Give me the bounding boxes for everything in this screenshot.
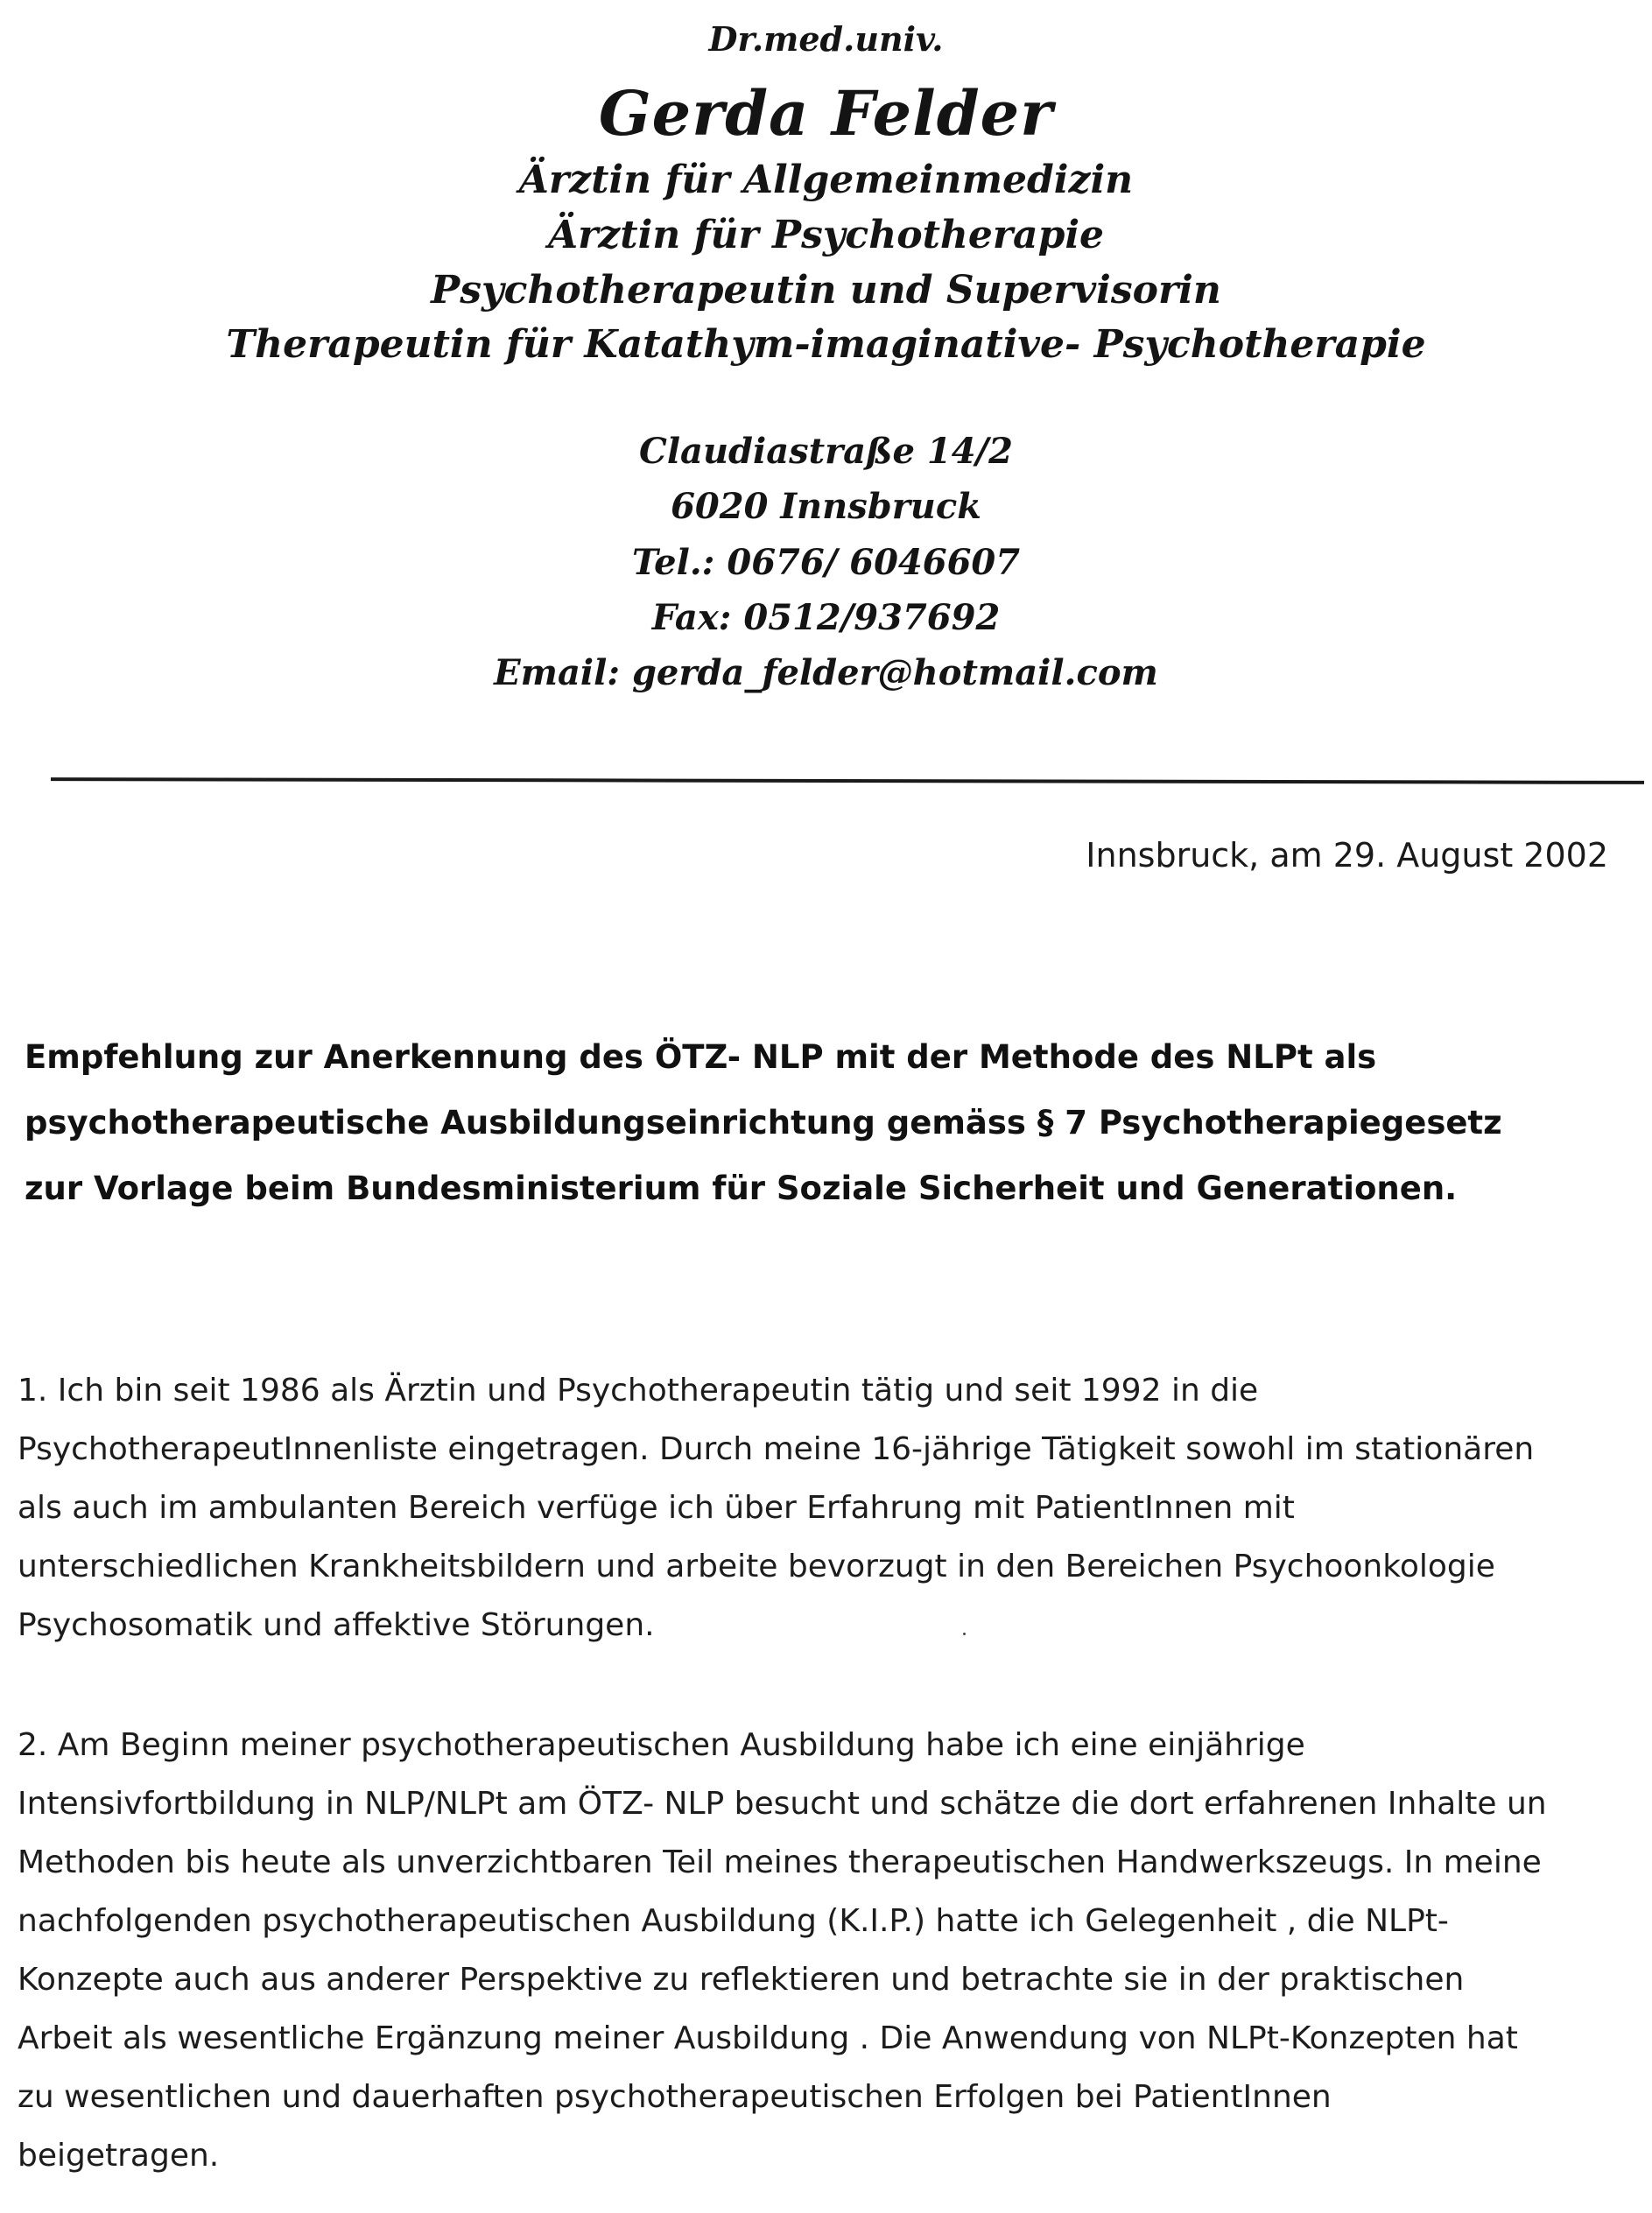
- paragraph-line: nachfolgenden psychotherapeutischen Ausbildung (K.I.P.) hatte ich Gelegenheit , die NLPt-: [18, 1903, 1449, 1939]
- header-divider: [51, 777, 1644, 784]
- title-line-4: Therapeutin für Katathym-imaginative- Psychotherapie: [226, 322, 1426, 367]
- subject-heading: [25, 1024, 1644, 1221]
- paragraph-line: 1. Ich bin seit 1986 als Ärztin und Psychotherapeutin tätig und seit 1992 in die: [18, 1373, 1259, 1409]
- letter-date: Innsbruck, am 29. August 2002: [1086, 836, 1608, 875]
- paragraph-line: als auch im ambulanten Bereich verfüge ich über Erfahrung mit PatientInnen mit: [18, 1490, 1295, 1526]
- paragraph-line: Psychosomatik und affektive Störungen.: [18, 1607, 655, 1643]
- academic-degree: Dr.med.univ.: [708, 19, 944, 59]
- title-line-3: Psychotherapeutin und Supervisorin: [431, 268, 1221, 313]
- paragraph-line: Konzepte auch aus anderer Perspektive zu reflektieren und betrachte sie in der praktischen: [18, 1962, 1465, 1998]
- paragraph-line: 2. Am Beginn meiner psychotherapeutischen Ausbildung habe ich eine einjährige: [18, 1727, 1305, 1763]
- paragraph-line: Arbeit als wesentliche Ergänzung meiner Ausbildung . Die Anwendung von NLPt-Konzepten hat: [18, 2020, 1518, 2056]
- subject-line: psychotherapeutische Ausbildungseinrichtung gemäss § 7 Psychotherapiegesetz: [25, 1104, 1502, 1142]
- paragraph-line: beigetragen.: [18, 2138, 220, 2174]
- paragraph-line: zu wesentlichen und dauerhaften psychotherapeutischen Erfolgen bei PatientInnen: [18, 2079, 1332, 2115]
- address-city: 6020 Innsbruck: [671, 486, 981, 527]
- fax-number: Fax: 0512/937692: [651, 597, 1001, 638]
- subject-line: zur Vorlage beim Bundesministerium für Soziale Sicherheit und Generationen.: [25, 1170, 1458, 1207]
- paragraph-line: Methoden bis heute als unverzichtbaren Teil meines therapeutischen Handwerkszeugs. In meine: [18, 1844, 1542, 1880]
- paragraph-1: [18, 1361, 1646, 1654]
- title-line-2: Ärztin für Psychotherapie: [547, 213, 1105, 257]
- paragraph-line: PsychotherapeutInnenliste eingetragen. Durch meine 16-jährige Tätigkeit sowohl im stationären: [18, 1431, 1535, 1467]
- address-street: Claudiastraße 14/2: [639, 431, 1013, 472]
- title-line-1: Ärztin für Allgemeinmedizin: [518, 158, 1134, 202]
- author-name: Gerda Felder: [598, 77, 1054, 150]
- scan-speck: [963, 1633, 966, 1635]
- paragraph-line: Intensivfortbildung in NLP/NLPt am ÖTZ- NLP besucht und schätze die dort erfahrenen Inhalte un: [18, 1786, 1547, 1822]
- paragraph-2: [18, 1716, 1646, 2185]
- paragraph-line: unterschiedlichen Krankheitsbildern und arbeite bevorzugt in den Bereichen Psychoonkologie: [18, 1549, 1495, 1584]
- subject-line: Empfehlung zur Anerkennung des ÖTZ- NLP mit der Methode des NLPt als: [25, 1038, 1377, 1076]
- phone-number: Tel.: 0676/ 6046607: [631, 542, 1021, 583]
- email-address: Email: gerda_felder@hotmail.com: [494, 652, 1158, 693]
